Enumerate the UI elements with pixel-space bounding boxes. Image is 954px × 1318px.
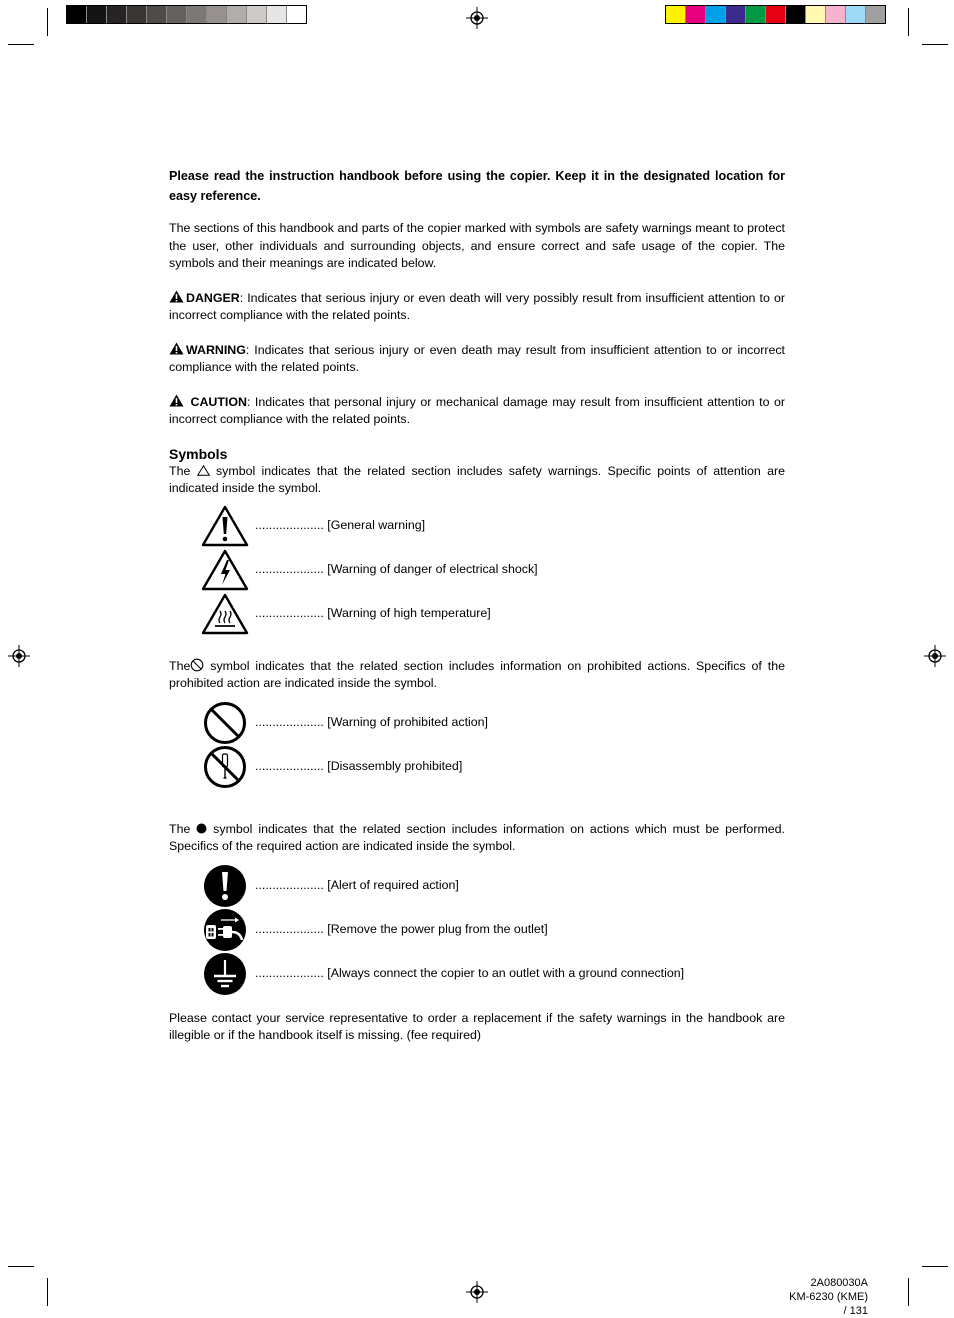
outline-triangle-icon	[197, 465, 210, 476]
registration-mark-icon	[466, 1281, 488, 1303]
warning-label: WARNING	[186, 342, 246, 357]
crop-mark	[908, 1278, 909, 1306]
symbol-description: .................... [Alert of required action]	[255, 877, 459, 892]
triangle-intro-paragraph	[169, 463, 785, 498]
contact-paragraph: Please contact your service representative to order a replacement if the safety warnings in the handbook are illegible or if the handbook itself is missing. (fee required)	[169, 1010, 785, 1042]
danger-text: : Indicates that serious injury or even death will very possibly result from insufficient attention to or incorrect compliance with the related points.	[169, 290, 785, 322]
page-number: / 131	[843, 1305, 868, 1317]
intro-prefix: The	[169, 463, 191, 478]
crop-mark	[922, 44, 948, 45]
required-symbol-list	[199, 864, 785, 996]
disassembly-prohibited-icon	[203, 745, 247, 789]
intro-prefix: The	[169, 821, 191, 836]
gray-swatch	[87, 6, 107, 23]
gray-swatch	[207, 6, 227, 23]
crop-mark	[8, 1266, 34, 1267]
registration-mark-icon	[466, 7, 488, 29]
gray-swatch	[167, 6, 187, 23]
prohibit-inline-icon	[190, 658, 204, 672]
crop-mark	[47, 8, 48, 36]
color-calibration-bar	[665, 5, 886, 24]
color-swatch	[846, 6, 866, 23]
ground-connection-icon	[203, 952, 247, 996]
high-temperature-icon	[201, 593, 249, 635]
list-item	[199, 908, 785, 952]
color-swatch	[786, 6, 806, 23]
symbol-description: .................... [Remove the power plug from the outlet]	[255, 921, 548, 936]
required-intro-paragraph	[169, 821, 785, 856]
prohibit-intro-paragraph	[169, 658, 785, 693]
registration-mark-icon	[8, 645, 30, 667]
color-swatch	[826, 6, 846, 23]
triangle-symbol-list	[199, 504, 785, 636]
color-swatch	[766, 6, 786, 23]
list-item	[199, 952, 785, 996]
prohibit-symbol-list	[199, 701, 785, 789]
model-number: KM-6230 (KME)	[789, 1291, 868, 1303]
remove-plug-icon	[203, 908, 247, 952]
color-swatch	[866, 6, 885, 23]
gray-swatch	[287, 6, 306, 23]
symbols-heading: Symbols	[169, 445, 228, 462]
intro-prefix: The	[169, 658, 191, 673]
gray-swatch	[147, 6, 167, 23]
color-swatch	[686, 6, 706, 23]
symbol-description: .................... [Warning of danger of electrical shock]	[255, 561, 538, 576]
warning-paragraph	[169, 342, 785, 377]
registration-mark-icon	[924, 645, 946, 667]
list-item	[199, 504, 785, 548]
danger-triangle-icon	[169, 290, 184, 303]
sections-paragraph: The sections of this handbook and parts of the copier marked with symbols are safety warnings meant to protect the user, other individuals and surrounding objects, and ensure correct and safe usage of the copier. The symbols and their meanings are indicated below.	[169, 221, 785, 270]
color-swatch	[806, 6, 826, 23]
warning-triangle-icon	[169, 342, 184, 355]
grayscale-calibration-bar	[66, 5, 307, 24]
gray-swatch	[107, 6, 127, 23]
danger-paragraph	[169, 290, 785, 325]
list-item	[199, 592, 785, 636]
intro-suffix: symbol indicates that the related section includes information on prohibited actions. Specifics of the prohibited action are indicated inside the symbol.	[169, 658, 785, 690]
danger-label: DANGER	[186, 290, 240, 305]
document-footer	[789, 1276, 868, 1318]
gray-swatch	[247, 6, 267, 23]
color-swatch	[666, 6, 686, 23]
warning-text: : Indicates that serious injury or even death may result from insufficient attention to or incorrect compliance with the related points.	[169, 342, 785, 374]
symbol-description: .................... [Warning of high temperature]	[255, 605, 491, 620]
caution-text: : Indicates that personal injury or mechanical damage may result from insufficient attention to or incorrect compliance with the related points.	[169, 394, 785, 426]
required-action-icon	[203, 864, 247, 908]
intro-suffix: symbol indicates that the related section includes safety warnings. Specific points of attention are indicated inside the symbol.	[169, 463, 785, 495]
crop-mark	[922, 1266, 948, 1267]
intro-suffix: symbol indicates that the related section includes information on actions which must be performed. Specifics of the required action are indicated inside the symbol.	[169, 821, 785, 853]
symbol-description: .................... [Always connect the copier to an outlet with a ground connection]	[255, 965, 685, 980]
caution-label: CAUTION	[190, 394, 247, 409]
document-code: 2A080030A	[810, 1277, 868, 1289]
electrical-shock-icon	[201, 549, 249, 591]
page-body	[169, 166, 785, 1045]
gray-swatch	[267, 6, 287, 23]
prohibited-action-icon	[203, 701, 247, 745]
list-item	[199, 864, 785, 908]
gray-swatch	[127, 6, 147, 23]
list-item	[199, 548, 785, 592]
color-swatch	[746, 6, 766, 23]
symbol-description: .................... [Warning of prohibited action]	[255, 714, 489, 729]
list-item	[199, 745, 785, 789]
crop-mark	[8, 44, 34, 45]
filled-circle-icon	[196, 823, 207, 834]
caution-triangle-icon	[169, 394, 184, 407]
symbol-description: .................... [Disassembly prohibited]	[255, 758, 463, 773]
color-swatch	[706, 6, 726, 23]
gray-swatch	[187, 6, 207, 23]
crop-mark	[908, 8, 909, 36]
symbol-description: .................... [General warning]	[255, 517, 426, 532]
crop-mark	[47, 1278, 48, 1306]
intro-paragraph: Please read the instruction handbook before using the copier. Keep it in the designated location for easy reference.	[169, 169, 785, 203]
caution-paragraph	[169, 394, 785, 429]
color-swatch	[726, 6, 746, 23]
gray-swatch	[227, 6, 247, 23]
list-item	[199, 701, 785, 745]
general-warning-icon	[201, 505, 249, 547]
gray-swatch	[67, 6, 87, 23]
